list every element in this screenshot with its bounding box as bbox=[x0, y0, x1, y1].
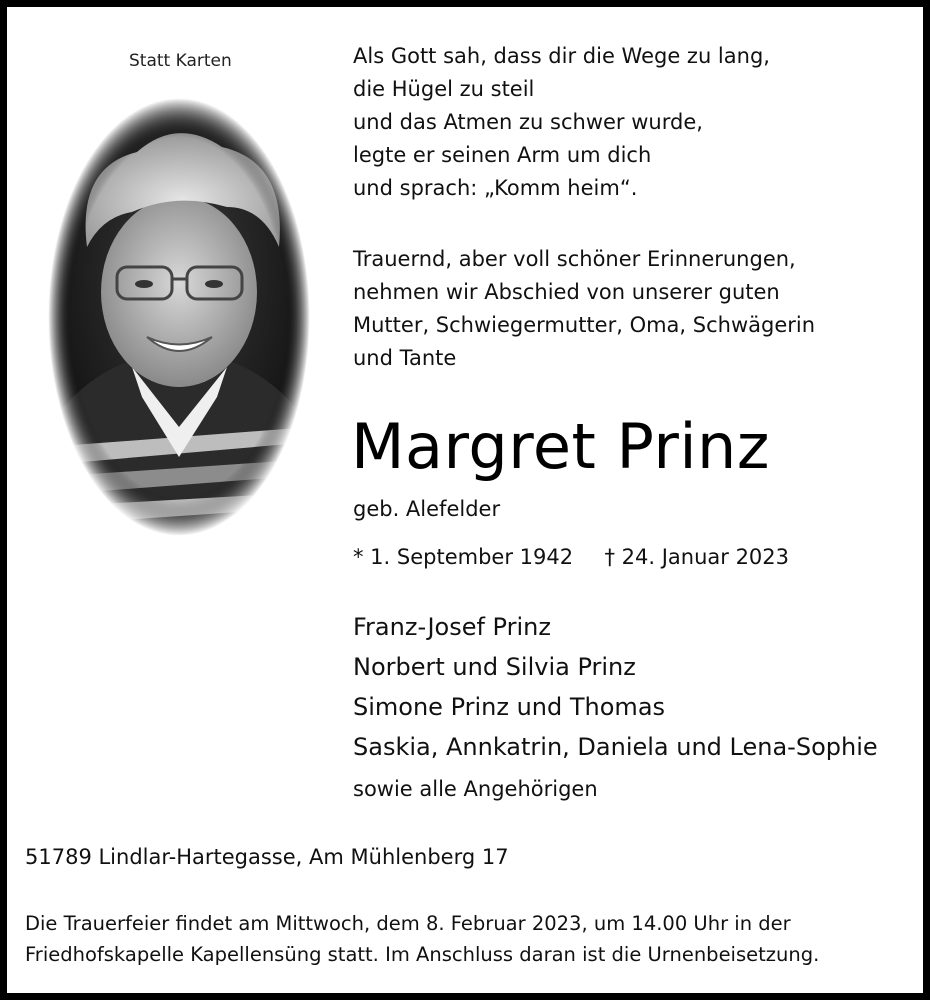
ceremony-info bbox=[25, 908, 819, 970]
intro-line: und Tante bbox=[353, 346, 457, 370]
mourner: Simone Prinz und Thomas bbox=[353, 693, 666, 721]
mourner: Saskia, Annkatrin, Daniela und Lena-Sophie bbox=[353, 733, 878, 761]
intro-line: nehmen wir Abschied von unserer guten bbox=[353, 280, 780, 304]
poem bbox=[353, 40, 770, 205]
poem-line: und sprach: „Komm heim“. bbox=[353, 176, 638, 200]
poem-line: Als Gott sah, dass dir die Wege zu lang, bbox=[353, 44, 770, 68]
mourner: Norbert und Silvia Prinz bbox=[353, 653, 636, 681]
death-date: † 24. Januar 2023 bbox=[604, 545, 790, 569]
address: 51789 Lindlar-Hartegasse, Am Mühlenberg 17 bbox=[25, 845, 509, 869]
birth-name: geb. Alefelder bbox=[353, 497, 501, 521]
ceremony-line: Die Trauerfeier findet am Mittwoch, dem 8. Februar 2023, um 14.00 Uhr in der bbox=[25, 912, 791, 935]
statt-karten-note: Statt Karten bbox=[129, 51, 232, 71]
intro-text bbox=[353, 243, 815, 375]
poem-line: und das Atmen zu schwer wurde, bbox=[353, 110, 703, 134]
portrait-photo bbox=[47, 97, 312, 537]
mourners-list bbox=[353, 607, 878, 767]
relatives-note: sowie alle Angehörigen bbox=[353, 777, 598, 801]
intro-line: Trauernd, aber voll schöner Erinnerungen, bbox=[353, 247, 796, 271]
mourner: Franz-Josef Prinz bbox=[353, 613, 551, 641]
intro-line: Mutter, Schwiegermutter, Oma, Schwägerin bbox=[353, 313, 816, 337]
poem-line: legte er seinen Arm um dich bbox=[353, 143, 652, 167]
birth-date: * 1. September 1942 bbox=[353, 545, 574, 569]
deceased-name: Margret Prinz bbox=[351, 410, 770, 483]
ceremony-line: Friedhofskapelle Kapellensüng statt. Im Anschluss daran ist die Urnenbeisetzung. bbox=[25, 943, 820, 966]
portrait-photo-icon bbox=[47, 97, 312, 537]
life-dates bbox=[353, 545, 789, 569]
poem-line: die Hügel zu steil bbox=[353, 77, 535, 101]
